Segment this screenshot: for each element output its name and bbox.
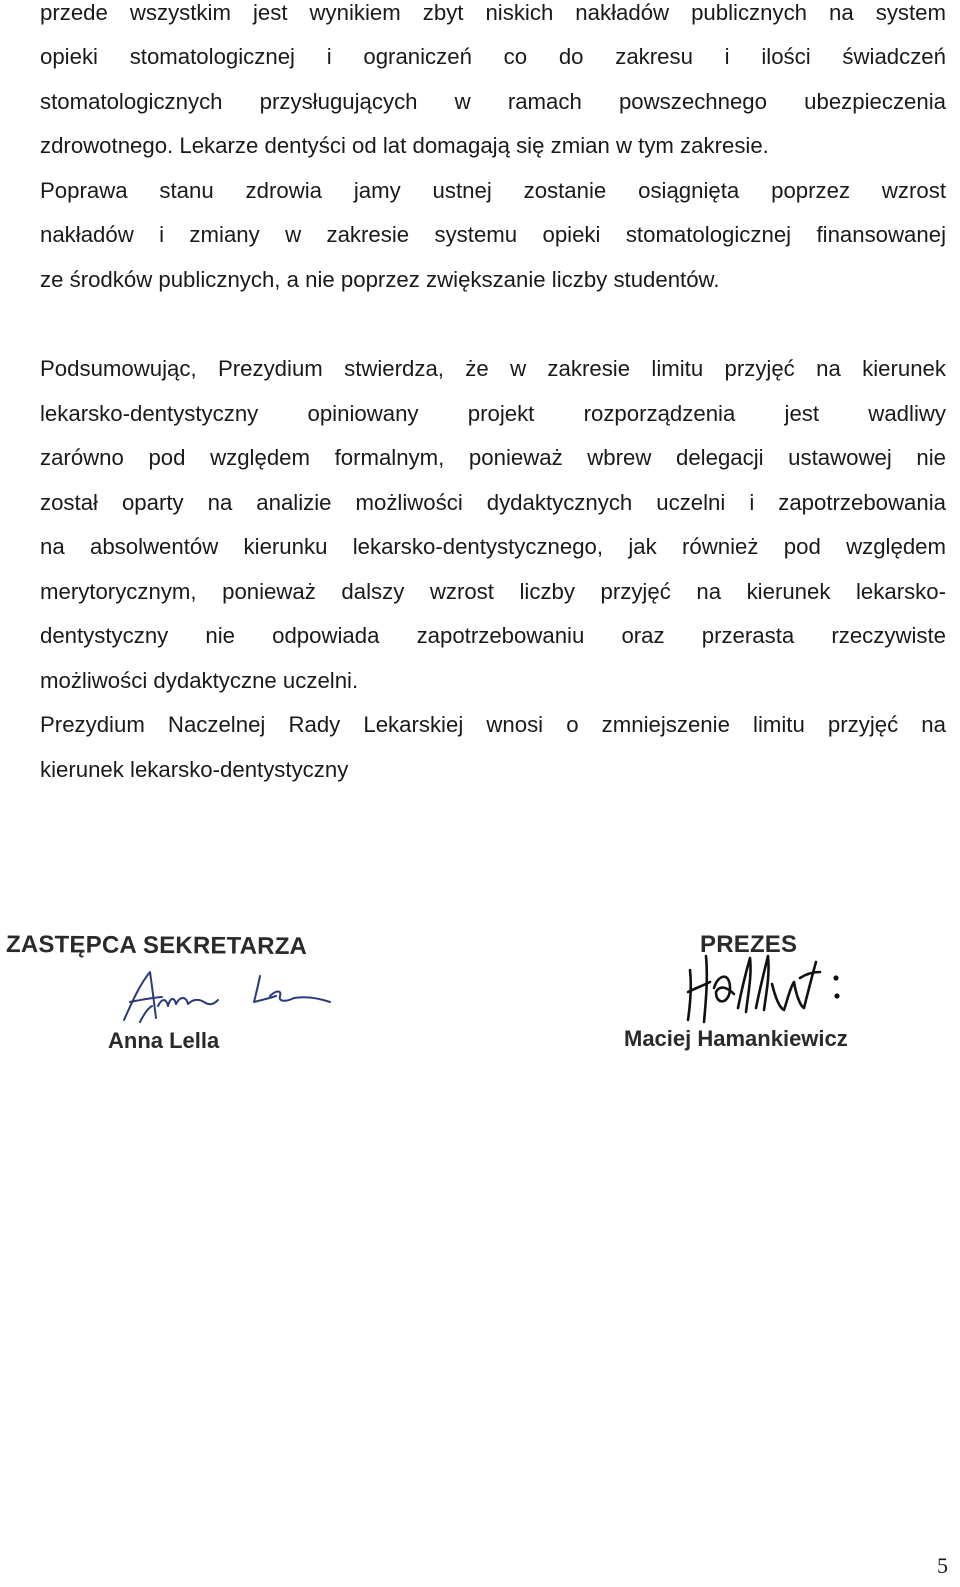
text-line: kierunek lekarsko-dentystyczny — [40, 757, 349, 782]
text-line: lekarsko-dentystyczny opiniowany projekt rozporządzenia jest wadliwy — [40, 401, 946, 426]
text-line: został oparty na analizie możliwości dydaktycznych uczelni i zapotrzebowania — [40, 490, 946, 515]
text-line: merytorycznym, ponieważ dalszy wzrost liczby przyjęć na kierunek lekarsko- — [40, 579, 946, 604]
signatory-name-right: Maciej Hamankiewicz — [624, 1026, 848, 1051]
signature-title-right: PREZES — [700, 931, 798, 958]
text-line: możliwości dydaktyczne uczelni. — [40, 668, 359, 693]
handwritten-signature-right — [680, 948, 850, 1028]
text-line: Prezydium Naczelnej Rady Lekarskiej wnosi o zmniejszenie limitu przyjęć na — [40, 712, 946, 737]
signatory-name-left: Anna Lella — [108, 1028, 220, 1053]
text-line: przede wszystkim jest wynikiem zbyt niskich nakładów publicznych na system — [40, 0, 946, 25]
text-line: stomatologicznych przysługujących w ramach powszechnego ubezpieczenia — [40, 89, 946, 114]
text-line: na absolwentów kierunku lekarsko-dentystycznego, jak również pod względem — [40, 534, 946, 559]
text-line: opieki stomatologicznej i ograniczeń co do zakresu i ilości świadczeń — [40, 44, 946, 69]
text-line: zdrowotnego. Lekarze dentyści od lat domagają się zmian w tym zakresie. — [40, 133, 769, 158]
text-line: Podsumowując, Prezydium stwierdza, że w zakresie limitu przyjęć na kierunek — [40, 356, 946, 381]
text-line: nakładów i zmiany w zakresie systemu opieki stomatologicznej finansowanej — [40, 222, 946, 247]
text-line: ze środków publicznych, a nie poprzez zwiększanie liczby studentów. — [40, 267, 720, 292]
signature-title-left: ZASTĘPCA SEKRETARZA — [5, 930, 308, 961]
page-number: 5 — [937, 1553, 948, 1578]
text-line: Poprawa stanu zdrowia jamy ustnej zostanie osiągnięta poprzez wzrost — [40, 178, 946, 203]
handwritten-signature-left — [110, 962, 350, 1028]
text-line: zarówno pod względem formalnym, ponieważ wbrew delegacji ustawowej nie — [40, 445, 946, 470]
text-line: dentystyczny nie odpowiada zapotrzebowaniu oraz przerasta rzeczywiste — [40, 623, 946, 648]
